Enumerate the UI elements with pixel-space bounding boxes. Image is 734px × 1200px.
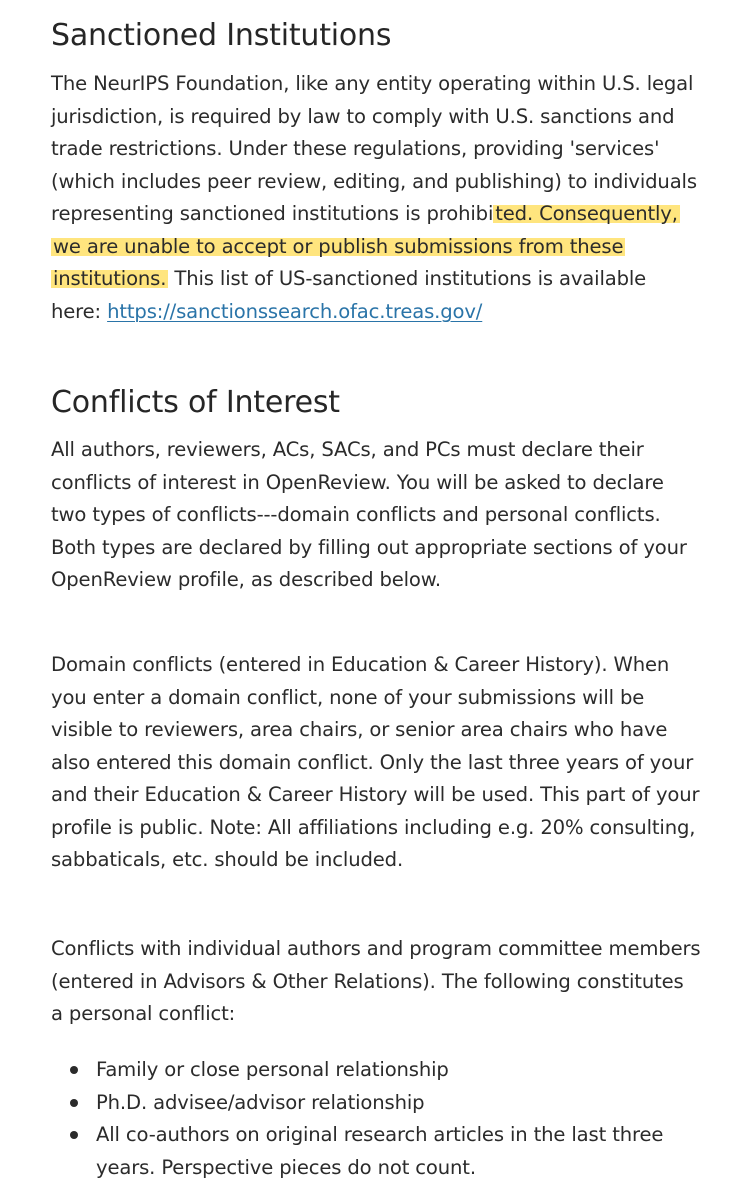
bullet-icon — [70, 1066, 78, 1074]
section-title-conflicts-of-interest: Conflicts of Interest — [51, 385, 340, 420]
sanctions-text-start: The NeurIPS Foundation, like any entity operating within U.S. legal jurisdiction, is required by law to comply with U.S. sanctions and trade restrictions. Under these regulations, providing 'services' (which includes peer review, editing, and publishing) to individuals representing sanctioned institutions is prohibi — [51, 72, 697, 225]
list-item-text: All co-authors on original research articles in the last three years. Perspective pieces do not count. — [96, 1123, 664, 1179]
list-item — [51, 1119, 701, 1184]
conflicts-intro-paragraph: All authors, reviewers, ACs, SACs, and PCs must declare their conflicts of interest in OpenReview. You will be asked to declare two types of conflicts---domain conflicts and personal conflicts. Both types are declared by filling out appropriate sections of your OpenReview profile, as described below. — [51, 438, 687, 591]
bullet-icon — [70, 1099, 78, 1107]
list-item — [51, 1054, 701, 1087]
highlighted-text: ted. Consequently, we are unable to accept or publish submissions from these institutions. — [53, 202, 678, 290]
personal-conflicts-paragraph: Conflicts with individual authors and program committee members (entered in Advisors & Other Relations). The following constitutes a personal conflict: — [51, 937, 701, 1025]
bullet-icon — [70, 1131, 78, 1139]
list-item-text: Ph.D. advisee/advisor relationship — [96, 1090, 425, 1114]
section-title-sanctioned-institutions: Sanctioned Institutions — [51, 18, 392, 53]
ofac-sanctions-link[interactable]: https://sanctionssearch.ofac.treas.gov/ — [107, 299, 483, 323]
sanctions-paragraph — [51, 68, 701, 328]
list-item-text: Family or close personal relationship — [96, 1058, 449, 1081]
domain-conflicts-paragraph: Domain conflicts (entered in Education & Career History). When you enter a domain conflict, none of your submissions will be visible to reviewers, area chairs, or senior area chairs who have also entered this domain conflict. Only the last three years of your and their Education & Career History will be used. This part of your profile is public. Note: All affiliations including e.g. 20% consulting, sabbaticals, etc. should be included. — [51, 653, 700, 871]
list-item — [51, 1087, 701, 1120]
sanctions-text-end: This list of US-sanctioned institutions is available here: — [51, 267, 647, 323]
personal-conflict-list — [51, 1054, 701, 1184]
